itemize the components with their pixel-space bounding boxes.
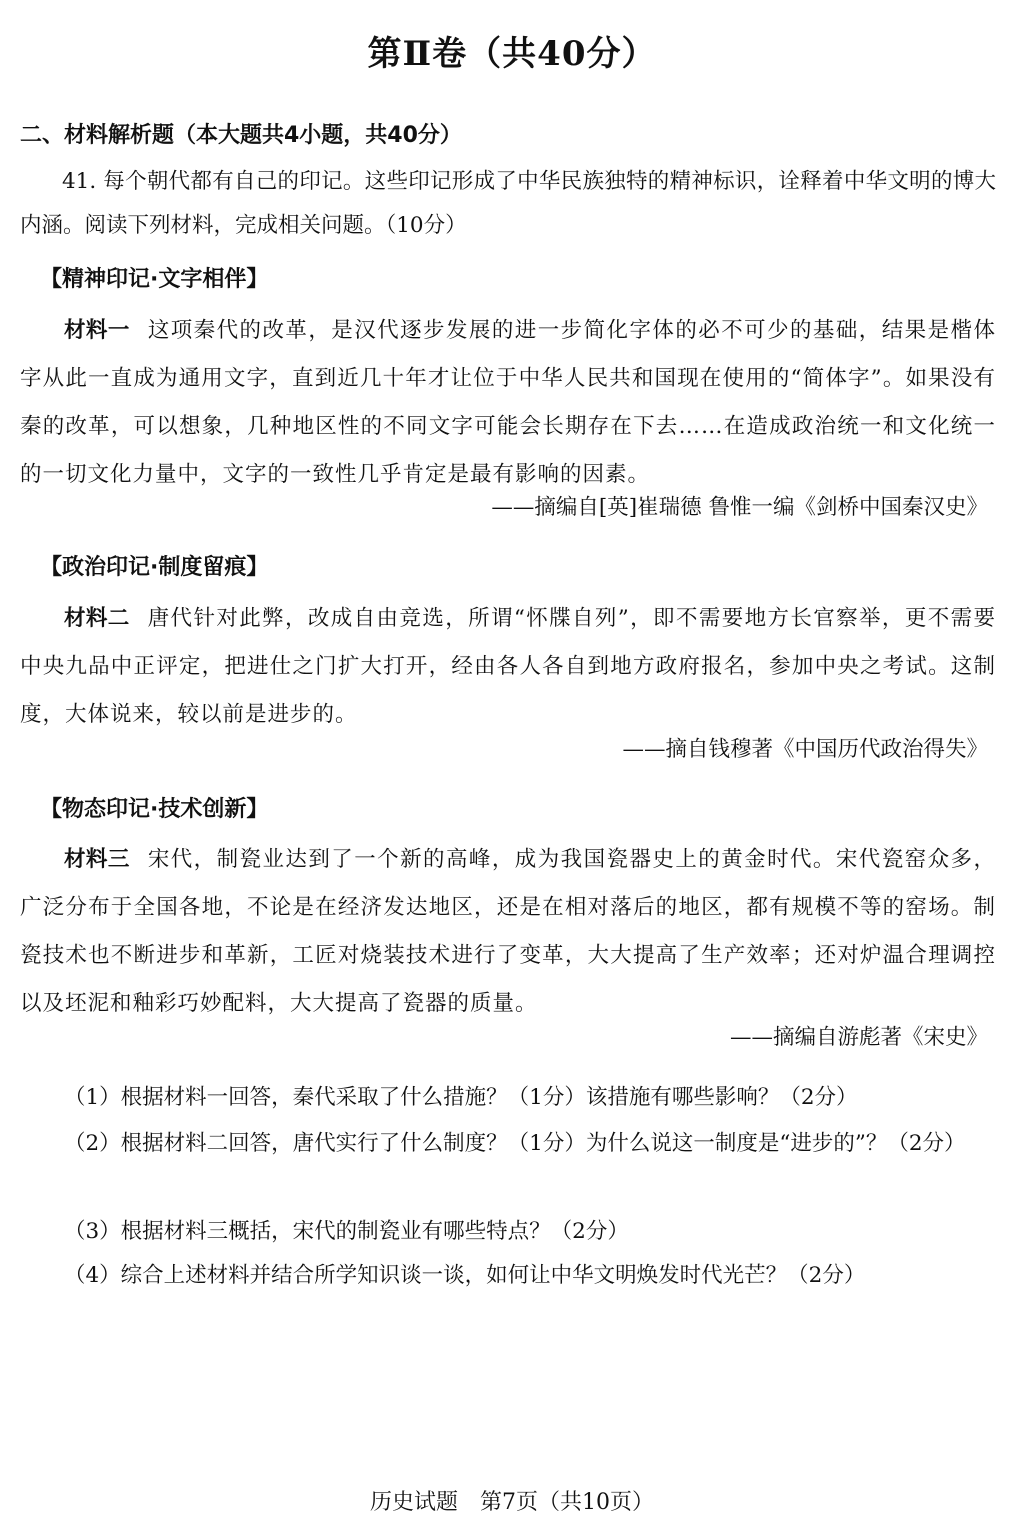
section-heading: 二、材料解析题（本大题共4小题，共40分） xyxy=(20,123,462,148)
part-3-heading: 【物态印记·技术创新】 xyxy=(40,797,269,822)
material-3-source: ——摘编自游彪著《宋史》 xyxy=(729,1025,988,1050)
material-3-label: 材料三 xyxy=(64,847,130,872)
question-41-intro-text: 41. 每个朝代都有自己的印记。这些印记形成了中华民族独特的精神标识，诠释着中华文明的博大内涵。阅读下列材料，完成相关问题。（10分） xyxy=(20,169,996,238)
material-2-label: 材料二 xyxy=(64,606,130,631)
question-41-intro xyxy=(20,160,996,248)
question-3 xyxy=(20,1210,996,1254)
material-2 xyxy=(20,595,996,739)
volume-title: 第Ⅱ卷（共40分） xyxy=(367,34,657,74)
part-1-heading: 【精神印记·文字相伴】 xyxy=(40,267,269,292)
question-1-text: （1）根据材料一回答，秦代采取了什么措施？（1分）该措施有哪些影响？（2分） xyxy=(64,1085,858,1110)
question-4 xyxy=(20,1254,996,1298)
part-2-heading: 【政治印记·制度留痕】 xyxy=(40,555,269,580)
question-2-text: （2）根据材料二回答，唐代实行了什么制度？（1分）为什么说这一制度是“进步的”？（2分） xyxy=(64,1131,966,1156)
material-1-label: 材料一 xyxy=(64,318,130,343)
question-1 xyxy=(20,1076,996,1120)
material-3-text: 宋代，制瓷业达到了一个新的高峰，成为我国瓷器史上的黄金时代。宋代瓷窑众多，广泛分布于全国各地，不论是在经济发达地区，还是在相对落后的地区，都有规模不等的窑场。制瓷技术也不断进步和革新，工匠对烧装技术进行了变革，大大提高了生产效率；还对炉温合理调控以及坯泥和釉彩巧妙配料，大大提高了瓷器的质量。 xyxy=(20,847,996,1016)
material-1-source: ——摘编自[英]崔瑞德 鲁惟一编《剑桥中国秦汉史》 xyxy=(491,495,988,520)
material-3 xyxy=(20,836,996,1028)
question-4-text: （4）综合上述材料并结合所学知识谈一谈，如何让中华文明焕发时代光芒？（2分） xyxy=(64,1263,866,1288)
material-2-source: ——摘自钱穆著《中国历代政治得失》 xyxy=(622,737,988,762)
material-1-text: 这项秦代的改革，是汉代逐步发展的进一步简化字体的必不可少的基础，结果是楷体字从此一直成为通用文字，直到近几十年才让位于中华人民共和国现在使用的“简体字”。如果没有秦的改革，可以想象，几种地区性的不同文字可能会长期存在下去……在造成政治统一和文化统一的一切文化力量中，文字的一致性几乎肯定是最有影响的因素。 xyxy=(20,318,996,487)
material-1 xyxy=(20,307,996,499)
material-2-text: 唐代针对此弊，改成自由竞选，所谓“怀牒自列”，即不需要地方长官察举，更不需要中央九品中正评定，把进仕之门扩大打开，经由各人各自到地方政府报名，参加中央之考试。这制度，大体说来，较以前是进步的。 xyxy=(20,606,996,727)
page-footer: 历史试题 第7页（共10页） xyxy=(370,1490,654,1515)
question-3-text: （3）根据材料三概括，宋代的制瓷业有哪些特点？（2分） xyxy=(64,1219,629,1244)
question-2 xyxy=(20,1122,996,1166)
